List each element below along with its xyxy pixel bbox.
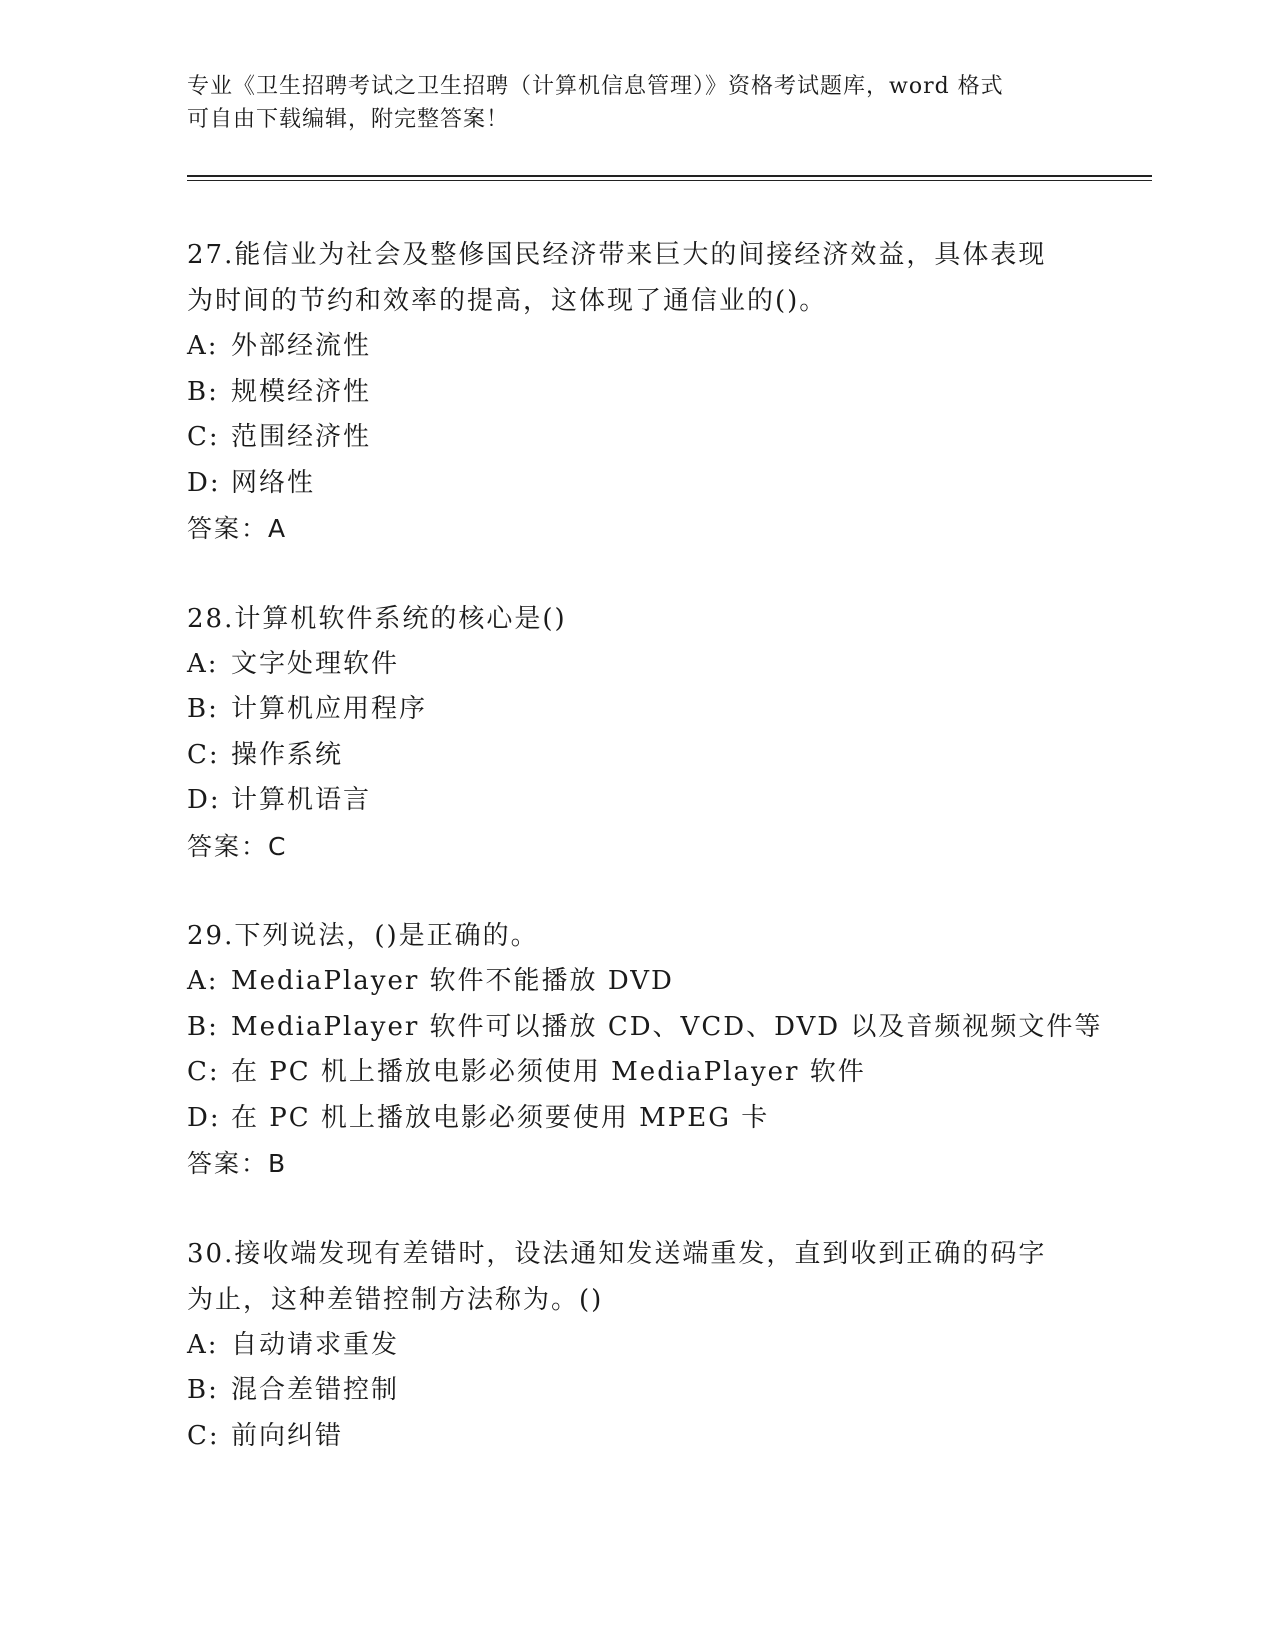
- option-letter: B:: [187, 1375, 219, 1405]
- option-text: 网络性: [231, 467, 316, 498]
- question-stem: 27.能信业为社会及整修国民经济带来巨大的间接经济效益，具体表现: [187, 240, 1047, 270]
- question-stem-continued: 为时间的节约和效率的提高，这体现了通信业的()。: [187, 286, 828, 316]
- option-letter: B:: [187, 1011, 219, 1042]
- option-text: 自动请求重发: [231, 1329, 400, 1360]
- option-letter: D:: [187, 467, 221, 498]
- option-a: [187, 642, 1067, 688]
- question-list: [187, 232, 1103, 1503]
- option-b: [187, 1368, 1067, 1414]
- option-text: MediaPlayer 软件可以播放 CD、VCD、DVD 以及音频视频文件等: [231, 1011, 1103, 1042]
- option-b: [187, 1005, 1103, 1051]
- option-text: 范围经济性: [231, 422, 372, 452]
- option-letter: A:: [187, 1329, 219, 1360]
- option-text: MediaPlayer 软件不能播放 DVD: [231, 966, 674, 996]
- option-b: [187, 370, 1067, 416]
- option-c: [187, 733, 1067, 779]
- option-c: [187, 415, 1067, 461]
- option-b: [187, 687, 1067, 733]
- answer-line: 答案：B: [187, 1149, 288, 1178]
- option-a: [187, 1323, 1067, 1369]
- option-text: 计算机应用程序: [231, 694, 428, 724]
- option-text: 操作系统: [231, 739, 344, 770]
- option-letter: B:: [187, 376, 219, 407]
- option-c: [187, 1050, 1067, 1096]
- option-text: 外部经流性: [231, 331, 372, 361]
- document-header: [187, 70, 1067, 136]
- option-letter: C:: [187, 422, 220, 452]
- option-letter: D:: [187, 1102, 221, 1133]
- option-text: 在 PC 机上播放电影必须使用 MediaPlayer 软件: [231, 1057, 866, 1087]
- option-d: [187, 778, 1067, 824]
- option-letter: D:: [187, 785, 221, 815]
- option-text: 规模经济性: [231, 376, 372, 407]
- option-c: [187, 1414, 1067, 1460]
- question-29: [187, 913, 1103, 1187]
- option-letter: C:: [187, 1057, 220, 1087]
- option-letter: C:: [187, 739, 220, 770]
- option-text: 计算机语言: [231, 785, 372, 815]
- question-28: [187, 596, 1067, 870]
- option-letter: B:: [187, 694, 219, 724]
- header-divider: [187, 175, 1152, 181]
- option-text: 在 PC 机上播放电影必须要使用 MPEG 卡: [231, 1102, 770, 1133]
- option-letter: A:: [187, 648, 219, 679]
- answer-line: 答案：C: [187, 831, 288, 861]
- option-text: 混合差错控制: [231, 1375, 400, 1405]
- question-stem: 28.计算机软件系统的核心是(): [187, 603, 567, 634]
- option-a: [187, 959, 1067, 1005]
- option-letter: A:: [187, 966, 219, 996]
- option-letter: A:: [187, 331, 219, 361]
- option-text: 前向纠错: [231, 1420, 344, 1451]
- option-d: [187, 1096, 1067, 1142]
- option-a: [187, 324, 1067, 370]
- header-line-1: 专业《卫生招聘考试之卫生招聘（计算机信息管理）》资格考试题库，word 格式: [187, 74, 1004, 99]
- question-27: [187, 232, 1067, 552]
- answer-line: 答案：A: [187, 514, 288, 543]
- option-d: [187, 461, 1067, 507]
- option-letter: C:: [187, 1420, 220, 1451]
- question-stem: 30.接收端发现有差错时，设法通知发送端重发，直到收到正确的码字: [187, 1238, 1047, 1269]
- question-30: [187, 1231, 1067, 1460]
- option-text: 文字处理软件: [231, 648, 400, 679]
- question-stem-continued: 为止，这种差错控制方法称为。(): [187, 1284, 604, 1315]
- question-stem: 29.下列说法，()是正确的。: [187, 921, 539, 951]
- header-line-2: 可自由下载编辑，附完整答案！: [187, 107, 510, 132]
